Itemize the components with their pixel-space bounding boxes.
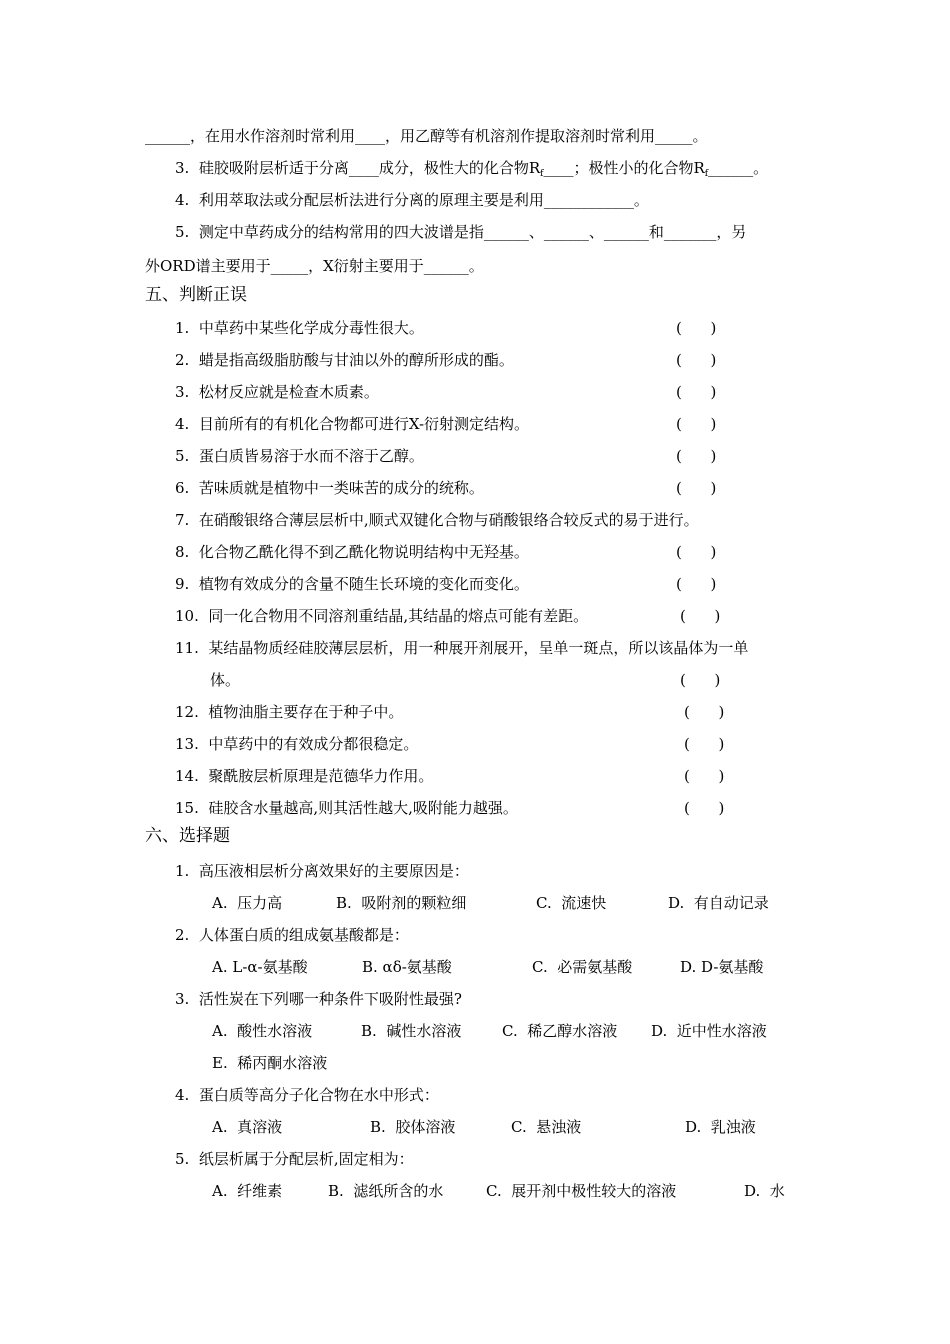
choice-5-option-a[interactable]: A. 纤维素 [212, 1182, 283, 1200]
blank-line-1: ______，在用水作溶剂时常利用____，用乙醇等有机溶剂作提取溶剂时常利用_____。 [145, 127, 708, 145]
choice-4-option-a[interactable]: A. 真溶液 [212, 1118, 283, 1136]
judge-item-11-cont: 体。 [210, 671, 241, 689]
blank-question-4: 4. 利用萃取法或分配层析法进行分离的原理主要是利用____________。 [175, 191, 649, 209]
judge-item-12: 12. 植物油脂主要存在于种子中。 [175, 703, 404, 721]
blank-question-3: 3. 硅胶吸附层析适于分离____成分，极性大的化合物$R_f\_\_\_\_$；极性小的化合物$R_f\_\_\_\_\_\_$。 [175, 159, 769, 179]
choice-1-option-b[interactable]: B. 吸附剂的颗粒细 [336, 894, 467, 912]
answer-paren-8[interactable]: ( ) [676, 543, 717, 561]
choice-2-option-a[interactable]: A. L-α-氨基酸 [212, 958, 308, 976]
judge-item-15: 15. 硅胶含水量越高,则其活性越大,吸附能力越强。 [175, 799, 518, 817]
choice-stem-4: 4. 蛋白质等高分子化合物在水中形式： [175, 1086, 439, 1104]
blank-question-5-line1: 5. 测定中草药成分的结构常用的四大波谱是指______、______、______和_______，另 [175, 223, 747, 241]
judge-item-7: 7. 在硝酸银络合薄层层析中,顺式双键化合物与硝酸银络合较反式的易于进行。 [175, 511, 699, 529]
choice-1-option-c[interactable]: C. 流速快 [536, 894, 607, 912]
judge-item-11: 11. 某结晶物质经硅胶薄层层析，用一种展开剂展开，呈单一斑点，所以该晶体为一单 [175, 639, 749, 657]
choice-4-option-d[interactable]: D. 乳浊液 [685, 1118, 756, 1136]
choice-2-option-d[interactable]: D. D-氨基酸 [680, 958, 764, 976]
answer-paren-11[interactable]: ( ) [680, 671, 721, 689]
judge-item-2: 2. 蜡是指高级脂肪酸与甘油以外的醇所形成的酯。 [175, 351, 514, 369]
judge-item-6: 6. 苦味质就是植物中一类味苦的成分的统称。 [175, 479, 484, 497]
answer-paren-1[interactable]: ( ) [676, 319, 717, 337]
choice-1-option-d[interactable]: D. 有自动记录 [668, 894, 769, 912]
judge-item-1: 1. 中草药中某些化学成分毒性很大。 [175, 319, 424, 337]
section-5-title: 五、判断正误 [145, 285, 247, 305]
choice-5-option-c[interactable]: C. 展开剂中极性较大的溶液 [486, 1182, 677, 1200]
answer-paren-13[interactable]: ( ) [684, 735, 725, 753]
choice-2-option-b[interactable]: B. αδ-氨基酸 [362, 958, 452, 976]
judge-item-5: 5. 蛋白质皆易溶于水而不溶于乙醇。 [175, 447, 424, 465]
choice-2-option-c[interactable]: C. 必需氨基酸 [532, 958, 633, 976]
answer-paren-4[interactable]: ( ) [676, 415, 717, 433]
judge-item-10: 10. 同一化合物用不同溶剂重结晶,其结晶的熔点可能有差距。 [175, 607, 589, 625]
choice-3-option-e[interactable]: E. 稀丙酮水溶液 [212, 1054, 328, 1072]
answer-paren-10[interactable]: ( ) [680, 607, 721, 625]
judge-item-8: 8. 化合物乙酰化得不到乙酰化物说明结构中无羟基。 [175, 543, 529, 561]
choice-4-option-c[interactable]: C. 悬浊液 [511, 1118, 582, 1136]
choice-3-option-c[interactable]: C. 稀乙醇水溶液 [502, 1022, 618, 1040]
choice-3-option-a[interactable]: A. 酸性水溶液 [212, 1022, 313, 1040]
choice-3-option-d[interactable]: D. 近中性水溶液 [651, 1022, 767, 1040]
choice-stem-2: 2. 人体蛋白质的组成氨基酸都是： [175, 926, 409, 944]
judge-item-3: 3. 松材反应就是检查木质素。 [175, 383, 379, 401]
blank-question-5-line2: 外ORD谱主要用于_____，X衍射主要用于______。 [145, 257, 484, 275]
judge-item-4: 4. 目前所有的有机化合物都可进行X-衍射测定结构。 [175, 415, 530, 433]
judge-item-14: 14. 聚酰胺层析原理是范德华力作用。 [175, 767, 434, 785]
section-6-title: 六、选择题 [145, 826, 230, 846]
choice-5-option-d[interactable]: D. 水 [744, 1182, 785, 1200]
choice-stem-1: 1. 高压液相层析分离效果好的主要原因是： [175, 862, 469, 880]
answer-paren-12[interactable]: ( ) [684, 703, 725, 721]
answer-paren-5[interactable]: ( ) [676, 447, 717, 465]
choice-5-option-b[interactable]: B. 滤纸所含的水 [328, 1182, 444, 1200]
answer-paren-2[interactable]: ( ) [676, 351, 717, 369]
answer-paren-14[interactable]: ( ) [684, 767, 725, 785]
judge-item-9: 9. 植物有效成分的含量不随生长环境的变化而变化。 [175, 575, 529, 593]
choice-stem-3: 3. 活性炭在下列哪一种条件下吸附性最强? [175, 990, 462, 1008]
choice-3-option-b[interactable]: B. 碱性水溶液 [361, 1022, 462, 1040]
answer-paren-9[interactable]: ( ) [676, 575, 717, 593]
choice-stem-5: 5. 纸层析属于分配层析,固定相为： [175, 1150, 414, 1168]
answer-paren-6[interactable]: ( ) [676, 479, 717, 497]
answer-paren-3[interactable]: ( ) [676, 383, 717, 401]
choice-1-option-a[interactable]: A. 压力高 [212, 894, 283, 912]
answer-paren-15[interactable]: ( ) [684, 799, 725, 817]
judge-item-13: 13. 中草药中的有效成分都很稳定。 [175, 735, 419, 753]
choice-4-option-b[interactable]: B. 胶体溶液 [370, 1118, 456, 1136]
